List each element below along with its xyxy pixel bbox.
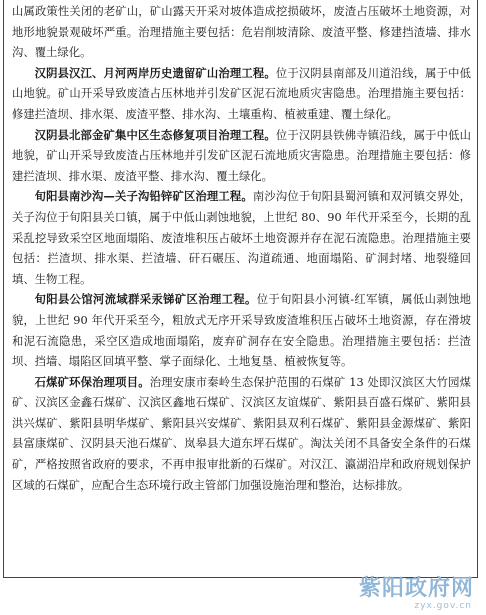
- paragraph-text: 南沙沟位于旬阳县蜀河镇和双河镇交界处，关子沟位于旬阳县关口镇，属于中低山剥蚀地貌，上世纪 80、90 年代开采至今，长期的乱采乱挖导致采空区地面塌陷、废渣堆积压占破坏土地资源并存在泥石流隐患。治理措施主要包括：拦渣坝、排水渠、拦渣墙、矸石碾压、沟道疏通、地面塌陷、矿洞封堵、地裂缝回填、生物工程。: [12, 190, 472, 286]
- paragraph-text: 位于汉阴县南部及川道沿线，属于中低山地貌。矿山开采导致废渣占压林地并引发矿区泥石流地质灾害隐患。治理措施主要包括：修建拦渣坝、排水渠、废渣平整、排水沟、土壤重构、植被重建、覆土绿化。: [12, 66, 471, 121]
- paragraph-title: 旬阳县公馆河流域群采汞锑矿区治理工程。: [34, 293, 257, 307]
- paragraph-xunyang-nanshagou: [12, 187, 471, 290]
- site-watermark: [324, 571, 474, 611]
- document-body: [3, 0, 478, 578]
- paragraph-title: 汉阴县汉江、月河两岸历史遗留矿山治理工程。: [34, 66, 276, 80]
- paragraph-text: 山属政策性关闭的老矿山，矿山露天开采对坡体造成挖损破坏，废渣占压破坏土地资源，对地形地貌景观破坏严重。治理措施主要包括：危岩削坡清除、废渣平整、修建挡渣墙、排水沟、覆土绿化。: [12, 5, 471, 60]
- paragraph-xunyang-gongguanhe: [12, 290, 471, 372]
- paragraph-stone-coal: [12, 373, 471, 497]
- paragraph-text: 位于旬阳县小河镇-红军镇，属低山剥蚀地貌，上世纪 90 年代开采至今，粗放式无序开采导致废渣堆积压占破坏土地资源，存在滑坡和泥石流隐患，采空区造成地面塌陷，废弃矿洞存在安全隐患。治理措施主要包括：拦渣坝、挡墙、塌陷区回填平整、掌子面绿化、土地复垦、植被恢复等。: [12, 293, 471, 369]
- paragraph-hanyin-hanjiang: [12, 64, 471, 126]
- paragraph-text: 位于汉阴县铁佛寺镇沿线，属于中低山地貌，矿山开采导致废渣占压林地并引发矿区泥石流地质灾害隐患。治理措施主要包括：修建拦渣坝、排水渠、废渣平整、排水沟、覆土绿化。: [12, 128, 471, 183]
- paragraph-title: 汉阴县北部金矿集中区生态修复项目治理工程。: [34, 128, 276, 142]
- paragraph-text: 治理安康市秦岭生态保护范围的石煤矿 13 处即汉滨区大竹园煤矿、汉滨区金鑫石煤矿、汉滨区鑫地石煤矿、汉滨区友谊煤矿、紫阳县百盛石煤矿、紫阳县洪兴煤矿、紫阳县明华煤矿、紫阳县兴安煤矿、紫阳县双利石煤矿、紫阳县金源煤矿、紫阳县富康煤矿、汉阴县天池石煤矿、岚皋县大道东坪石煤矿。淘汰关闭不具备安全条件的石煤矿，严格按照省政府的要求，不再申报审批新的石煤矿。对汉江、瀛湖沿岸和政府规划保护区域的石煤矿，应配合生态环境行政主管部门加强设施治理和整治，达标排放。: [12, 375, 471, 492]
- paragraph-title: 石煤矿环保治理项目。: [34, 375, 150, 389]
- watermark-url: zyx.gov.cn: [414, 601, 472, 611]
- paragraph-title: 旬阳县南沙沟—关子沟铅锌矿区治理工程。: [34, 190, 253, 204]
- paragraph-continued: [12, 2, 471, 64]
- paragraph-hanyin-north: [12, 126, 471, 188]
- watermark-title: 紫阳政府网: [358, 576, 474, 601]
